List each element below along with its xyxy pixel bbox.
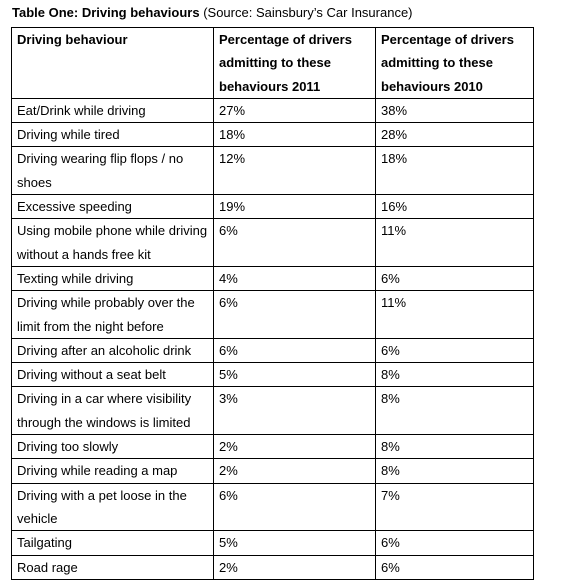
percent-2010-cell: 11%	[376, 219, 534, 267]
table-row	[12, 555, 534, 579]
behaviour-cell: Eat/Drink while driving	[12, 98, 214, 122]
percent-2011-cell: 5%	[214, 531, 376, 555]
behaviour-cell: Texting while driving	[12, 266, 214, 290]
percent-2011-cell: 6%	[214, 338, 376, 362]
percent-2011-cell: 6%	[214, 219, 376, 267]
percent-2010-cell: 6%	[376, 531, 534, 555]
percent-2010-cell: 8%	[376, 459, 534, 483]
behaviour-cell: Driving while probably over the limit from the night before	[12, 291, 214, 339]
percent-2010-cell: 11%	[376, 291, 534, 339]
table-row	[12, 483, 534, 531]
table-row	[12, 459, 534, 483]
behaviour-cell: Driving while reading a map	[12, 459, 214, 483]
behaviour-cell: Driving without a seat belt	[12, 363, 214, 387]
behaviour-cell: Driving in a car where visibility through the windows is limited	[12, 387, 214, 435]
table-header-row	[12, 28, 534, 99]
percent-2010-cell: 8%	[376, 363, 534, 387]
table-row	[12, 219, 534, 267]
table-row	[12, 98, 534, 122]
percent-2011-cell: 12%	[214, 147, 376, 195]
table-row	[12, 266, 534, 290]
behaviour-cell: Driving while tired	[12, 123, 214, 147]
percent-2010-cell: 38%	[376, 98, 534, 122]
percent-2010-cell: 6%	[376, 266, 534, 290]
percent-2011-cell: 27%	[214, 98, 376, 122]
table-row	[12, 123, 534, 147]
behaviour-cell: Driving wearing flip flops / no shoes	[12, 147, 214, 195]
table-row	[12, 387, 534, 435]
table-row	[12, 195, 534, 219]
header-percentage-2011: Percentage of drivers admitting to these behaviours 2011	[214, 28, 376, 99]
percent-2010-cell: 6%	[376, 338, 534, 362]
table-caption	[12, 4, 413, 22]
percent-2011-cell: 3%	[214, 387, 376, 435]
header-driving-behaviour: Driving behaviour	[12, 28, 214, 99]
percent-2010-cell: 6%	[376, 555, 534, 579]
driving-behaviours-table	[11, 27, 534, 580]
table-row	[12, 531, 534, 555]
behaviour-cell: Driving after an alcoholic drink	[12, 338, 214, 362]
behaviour-cell: Driving with a pet loose in the vehicle	[12, 483, 214, 531]
behaviour-cell: Tailgating	[12, 531, 214, 555]
percent-2010-cell: 8%	[376, 387, 534, 435]
table-row	[12, 291, 534, 339]
percent-2011-cell: 5%	[214, 363, 376, 387]
table-row	[12, 363, 534, 387]
table-source: (Source: Sainsbury’s Car Insurance)	[203, 5, 413, 20]
behaviour-cell: Driving too slowly	[12, 435, 214, 459]
table-row	[12, 147, 534, 195]
behaviour-cell: Road rage	[12, 555, 214, 579]
percent-2011-cell: 4%	[214, 266, 376, 290]
percent-2010-cell: 18%	[376, 147, 534, 195]
percent-2011-cell: 6%	[214, 291, 376, 339]
percent-2010-cell: 7%	[376, 483, 534, 531]
header-percentage-2010: Percentage of drivers admitting to these behaviours 2010	[376, 28, 534, 99]
percent-2010-cell: 28%	[376, 123, 534, 147]
percent-2011-cell: 6%	[214, 483, 376, 531]
behaviour-cell: Excessive speeding	[12, 195, 214, 219]
percent-2011-cell: 2%	[214, 459, 376, 483]
table-row	[12, 435, 534, 459]
table-title: Table One: Driving behaviours	[12, 5, 200, 20]
percent-2011-cell: 2%	[214, 555, 376, 579]
behaviour-cell: Using mobile phone while driving without a hands free kit	[12, 219, 214, 267]
percent-2011-cell: 2%	[214, 435, 376, 459]
percent-2010-cell: 16%	[376, 195, 534, 219]
table-row	[12, 338, 534, 362]
percent-2011-cell: 19%	[214, 195, 376, 219]
percent-2011-cell: 18%	[214, 123, 376, 147]
percent-2010-cell: 8%	[376, 435, 534, 459]
